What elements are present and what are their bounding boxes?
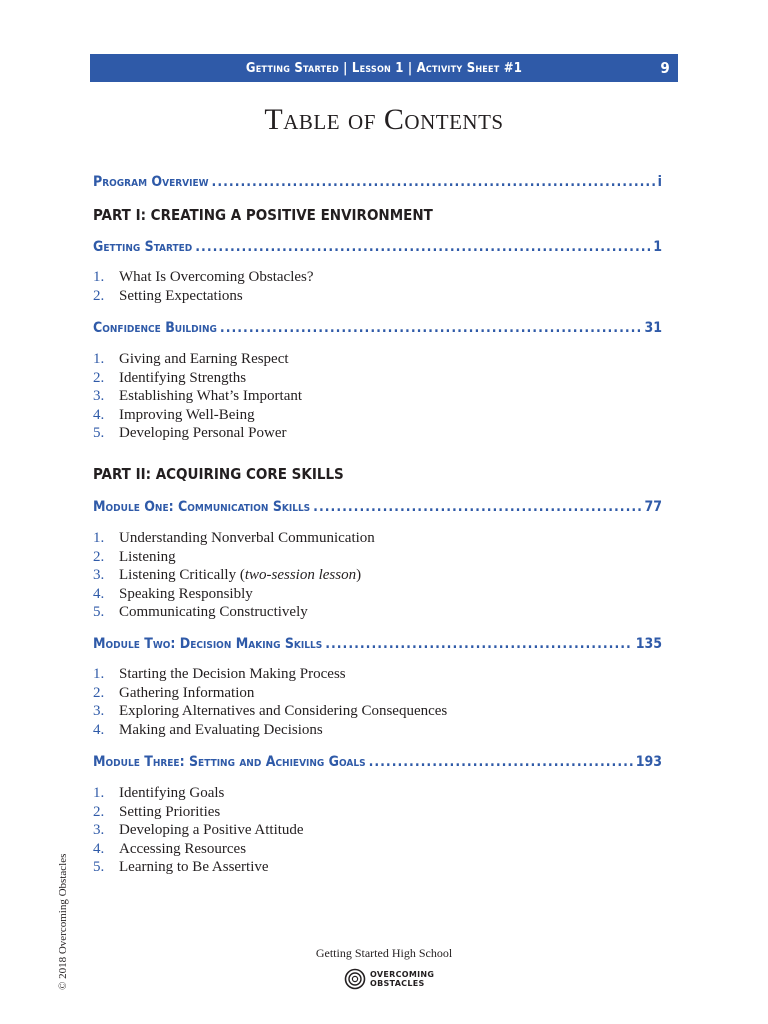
list-item: 3. Listening Critically (two-session lesson) [93,567,362,584]
toc-entry-module-one[interactable] [93,499,662,519]
list-item: 4. Speaking Responsibly [93,585,253,602]
toc-entry-page: 31 [644,320,662,336]
list-item: 1. Giving and Earning Respect [93,351,289,367]
toc-entry-module-two[interactable] [93,636,662,656]
page-title: Table of Contents [264,103,504,136]
list-item: 2. Identifying Strengths [93,369,247,386]
toc-entry-confidence-building[interactable] [93,320,662,340]
list-item: 5. Communicating Constructively [93,604,308,621]
lesson-list [93,665,447,739]
dot-leader [369,754,633,770]
list-item: 4. Accessing Resources [93,840,247,857]
brand-logo [343,968,434,990]
toc-entry-label: Module Three: Setting and Achieving Goals [93,754,366,770]
header-title: Getting Started | Lesson 1 | Activity Sheet #1 [245,61,523,76]
lesson-list [93,350,302,443]
toc-entry-page: 1 [653,239,662,255]
header-page-number: 9 [660,59,670,77]
logo-mark-icon [343,968,367,990]
dot-leader [220,320,642,336]
list-item: 4. Improving Well-Being [93,406,255,423]
dot-leader [325,636,633,652]
toc-entry-label: Confidence Building [93,320,217,336]
list-item: 1. Starting the Decision Making Process [93,666,346,682]
list-item: 3. Establishing What’s Important [93,388,303,405]
list-item: 2. Gathering Information [93,684,255,701]
toc-entry-program-overview[interactable] [93,174,662,194]
dot-leader [212,174,655,190]
list-item: 4. Making and Evaluating Decisions [93,721,323,738]
list-item: 2. Setting Priorities [93,803,221,820]
logo-text: OVERCOMING OBSTACLES [370,970,435,988]
lesson-list [93,268,314,305]
list-item: 3. Exploring Alternatives and Considering Consequences [93,703,448,720]
toc-entry-page: i [657,174,662,190]
lesson-list [93,529,375,622]
toc-entry-label: Program Overview [93,174,209,190]
part-heading: PART I: CREATING A POSITIVE ENVIRONMENT [93,206,433,224]
list-item: 5. Developing Personal Power [93,425,287,442]
toc-entry-page: 193 [635,754,662,770]
list-item: 1. Understanding Nonverbal Communication [93,530,375,546]
copyright-notice: © 2018 Overcoming Obstacles [57,853,69,990]
toc-entry-label: Module Two: Decision Making Skills [93,636,323,652]
dot-leader [313,499,641,515]
footer-text: Getting Started High School [315,946,453,960]
list-item: 2. Setting Expectations [93,287,243,304]
list-item: 2. Listening [93,548,176,565]
toc-entry-label: Getting Started [93,239,193,255]
lesson-note: two-session lesson [244,567,357,584]
toc-entry-getting-started[interactable] [93,239,662,259]
part-heading: PART II: ACQUIRING CORE SKILLS [93,465,344,483]
list-item: 3. Developing a Positive Attitude [93,822,304,839]
lesson-list [93,784,304,877]
toc-entry-page: 77 [644,499,662,515]
header-bar [90,54,678,82]
dot-leader [195,239,650,255]
toc-entry-module-three[interactable] [93,754,662,774]
toc-entry-page: 135 [635,636,662,652]
toc-entry-label: Module One: Communication Skills [93,499,311,515]
list-item: 5. Learning to Be Assertive [93,859,269,876]
list-item: 1. What Is Overcoming Obstacles? [93,269,314,285]
list-item: 1. Identifying Goals [93,785,225,801]
